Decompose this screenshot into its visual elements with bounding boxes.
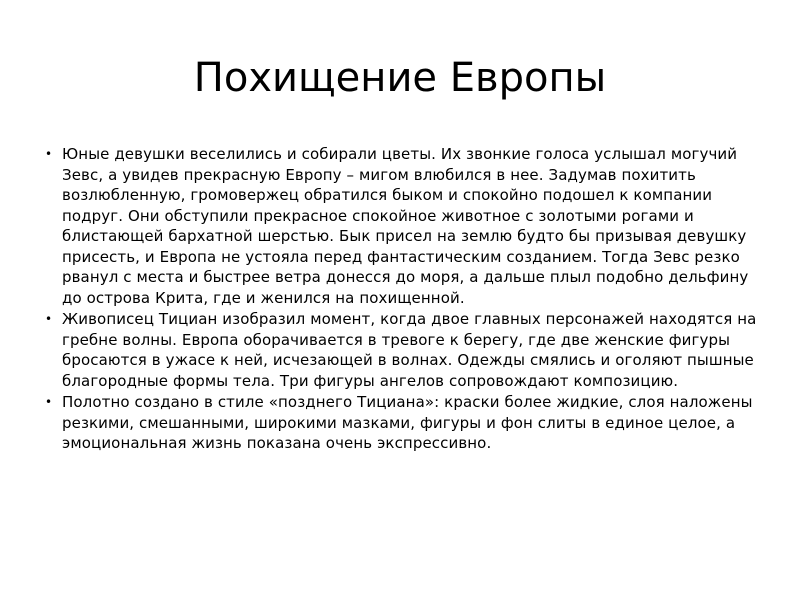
- bullet-marker: •: [45, 395, 53, 409]
- slide-title: Похищение Европы: [193, 55, 607, 101]
- bullet-text: Живописец Тициан изобразил момент, когда двое главных персонажей находятся на гребне волны. Европа оборачивается в тревоге к берегу, где две женские фигуры бросаются в ужасе к ней, исчезающей в волнах. Одежды смялись и оголяют пышные благородные формы тела. Три фигуры ангелов сопровождают композицию.: [62, 310, 757, 390]
- bullet-list: [44, 144, 764, 455]
- bullet-item: [44, 144, 764, 308]
- bullet-text: Юные девушки веселились и собирали цветы. Их звонкие голоса услышал могучий Зевс, а увидев прекрасную Европу – мигом влюбился в нее. Задумав похитить возлюбленную, громовержец обратился быком и спокойно подошел к компании подруг. Они обступили прекрасное спокойное животное с золотыми рогами и блистающей бархатной шерстью. Бык присел на землю будто бы призывая девушку присесть, и Европа не устояла перед фантастическим созданием. Тогда Зевс резко рванул с места и быстрее ветра донесся до моря, а дальше плыл подобно дельфину до острова Крита, где и женился на похищенной.: [62, 145, 749, 307]
- bullet-marker: •: [45, 147, 53, 161]
- bullet-marker: •: [45, 312, 53, 326]
- bullet-item: [44, 392, 764, 454]
- bullet-text: Полотно создано в стиле «позднего Тициана»: краски более жидкие, слоя наложены резкими, смешанными, широкими мазками, фигуры и фон слиты в единое целое, а эмоциональная жизнь показана очень экспрессивно.: [62, 393, 753, 452]
- bullet-item: [44, 309, 764, 391]
